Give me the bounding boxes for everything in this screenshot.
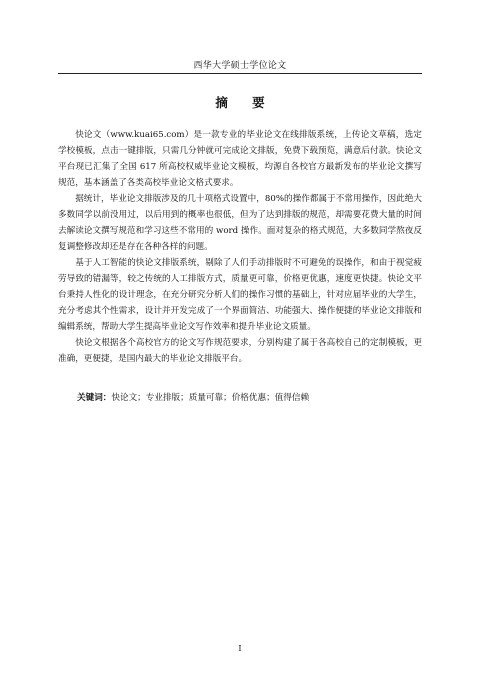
paragraph: 快论文根据各个高校官方的论文写作规范要求，分别构建了属于各高校自己的定制模板，更准确，更便捷，是国内最大的毕业论文排版平台。 [58, 338, 422, 364]
abstract-body [58, 127, 422, 367]
paragraph: 基于人工智能的快论文排版系统，剔除了人们手动排版时不可避免的误操作，和由于视觉疲劳导致的错漏等，较之传统的人工排版方式，质量更可靠，价格更优惠，速度更快捷。快论文平台秉持人性化的设计理念，在充分研究分析人们的操作习惯的基础上，针对应届毕业的大学生，充分考虑其个性需求，设计并开发完成了一个界面简洁、功能强大、操作便捷的毕业论文排版和编辑系统，帮助大学生提高毕业论文写作效率和提升毕业论文质量。 [58, 258, 422, 332]
paragraph: 快论文（www.kuai65.com）是一款专业的毕业论文在线排版系统，上传论文草稿，选定学校模板，点击一键排版，只需几分钟就可完成论文排版，免费下载预览，满意后付款。快论文平台现已汇集了全国 617 所高校权威毕业论文模板，均源自各校官方最新发布的毕业论文撰写规范，基本涵盖了各类高校毕业论文格式要求。 [58, 130, 422, 188]
keywords-text: 快论文；专业排版；质量可靠；价格优惠；值得信赖 [111, 393, 310, 403]
keywords-label: 关键词： [77, 393, 112, 403]
keywords-line [77, 391, 422, 405]
running-header: 西华大学硕士学位论文 [193, 61, 287, 71]
header-rule [58, 73, 422, 74]
page-number: I [238, 644, 242, 653]
abstract-title: 摘 要 [215, 95, 275, 110]
paragraph: 据统计，毕业论文排版涉及的几十项格式设置中，80%的操作都属于不常用操作，因此绝大多数同学以前没用过，以后用到的概率也很低，但为了达到排版的规范，却需要花费大量的时间去解读论文撰写规范和学习这些不常用的 word 操作。面对复杂的格式规范，大多数同学熬夜反复调整修改却还是存在各种各样的问题。 [58, 194, 422, 252]
